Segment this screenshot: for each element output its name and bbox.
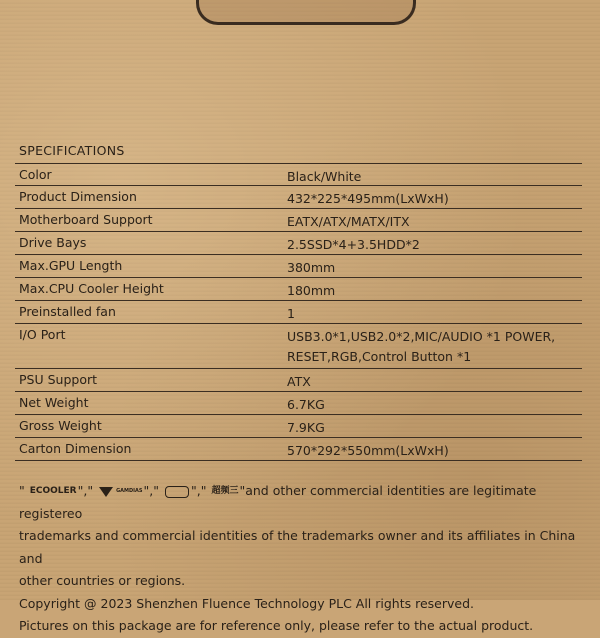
spec-value: 7.9KG [287, 420, 325, 435]
table-row [15, 323, 582, 368]
spec-label: I/O Port [19, 327, 66, 342]
spec-value-line: RESET,RGB,Control Button *1 [287, 349, 472, 364]
trademark-tail: "and other commercial identities are legitimate registereo [19, 483, 537, 521]
spec-label: Product Dimension [19, 189, 137, 204]
table-row [15, 208, 582, 231]
spec-value [287, 327, 577, 367]
table-row [15, 368, 582, 391]
spec-value: 2.5SSD*4+3.5HDD*2 [287, 237, 420, 252]
gamdias-logo: GAMDIAS [116, 488, 143, 495]
trademark-line-1: " ECOOLER"," GAMDIAS"," "," 超频三"and other commercial identities are legitimate registereo [19, 480, 589, 525]
spec-value: 6.7KG [287, 397, 325, 412]
ecooler-logo: ECOOLER [29, 486, 77, 497]
spec-label: Drive Bays [19, 235, 87, 250]
trademark-line-2: trademarks and commercial identities of the trademarks owner and its affiliates in China and [19, 528, 576, 566]
brand-logo-icon [165, 486, 189, 498]
legal-notice [19, 480, 589, 638]
spec-label: Preinstalled fan [19, 304, 116, 319]
table-row [15, 300, 582, 323]
table-row [15, 437, 582, 461]
spec-label: Max.CPU Cooler Height [19, 281, 164, 296]
spec-label: PSU Support [19, 372, 98, 387]
table-row [15, 277, 582, 300]
spec-value: 1 [287, 306, 295, 321]
table-row [15, 414, 582, 437]
disclaimer: Pictures on this package are for reference only, please refer to the actual product. [19, 618, 534, 634]
spec-label: Color [19, 167, 52, 182]
spec-label: Gross Weight [19, 418, 102, 433]
specifications-title: SPECIFICATIONS [19, 143, 125, 158]
table-row [15, 163, 582, 185]
spec-value: ATX [287, 374, 311, 389]
chaopin-logo: 超频三 [211, 486, 239, 497]
spec-label: Motherboard Support [19, 212, 153, 227]
table-row [15, 185, 582, 208]
spec-value: 432*225*495mm(LxWxH) [287, 191, 449, 206]
spec-label: Max.GPU Length [19, 258, 123, 273]
table-row [15, 391, 582, 414]
spec-value: EATX/ATX/MATX/ITX [287, 214, 410, 229]
trademark-line-3: other countries or regions. [19, 573, 186, 589]
copyright: Copyright @ 2023 Shenzhen Fluence Technology PLC All rights reserved. [19, 595, 474, 611]
spec-value: Black/White [287, 169, 362, 184]
spec-value: 180mm [287, 283, 336, 298]
spec-value: 570*292*550mm(LxWxH) [287, 443, 449, 458]
spec-label: Carton Dimension [19, 441, 132, 456]
table-row [15, 231, 582, 254]
gamdias-logo-icon [99, 487, 113, 497]
specifications-table [15, 163, 582, 461]
spec-value: 380mm [287, 260, 336, 275]
table-row [15, 254, 582, 277]
handle-cutout [196, 0, 416, 25]
spec-value-line: USB3.0*1,USB2.0*2,MIC/AUDIO *1 POWER, [287, 329, 556, 344]
spec-label: Net Weight [19, 395, 89, 410]
